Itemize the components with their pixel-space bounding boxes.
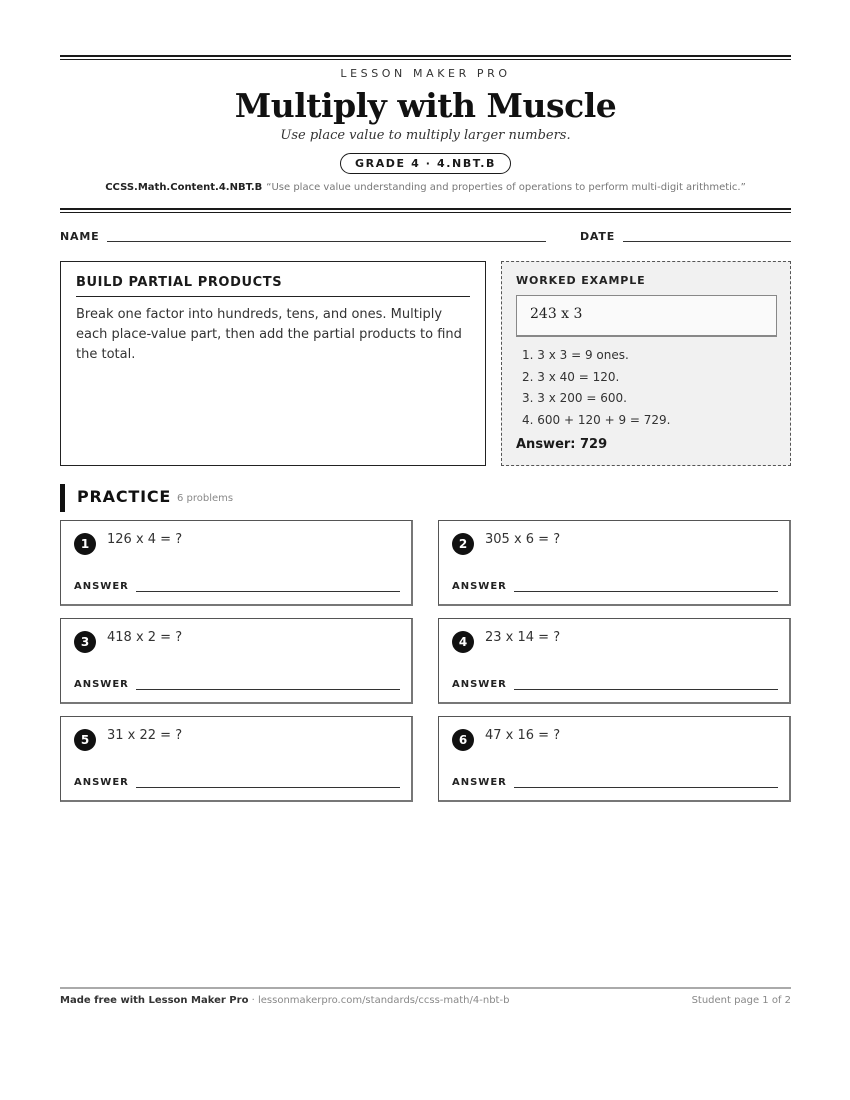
name-field[interactable] xyxy=(107,241,546,242)
problem-question: 23 x 14 = ? xyxy=(485,630,561,645)
answer-label: ANSWER xyxy=(74,777,129,788)
worked-example-expression: 243 x 3 xyxy=(516,295,777,337)
problem-number-badge: 1 xyxy=(74,533,96,555)
date-label: DATE xyxy=(580,230,616,243)
brand-name: LESSON MAKER PRO xyxy=(340,67,511,80)
worked-example-answer: Answer: 729 xyxy=(516,437,608,452)
problem-number-badge: 5 xyxy=(74,729,96,751)
problem-card xyxy=(60,520,413,606)
problem-question: 305 x 6 = ? xyxy=(485,532,561,547)
problem-card xyxy=(438,716,791,802)
problem-number-badge: 3 xyxy=(74,631,96,653)
footer-rule xyxy=(60,987,791,989)
practice-title: PRACTICE xyxy=(77,487,172,506)
problem-number-badge: 4 xyxy=(452,631,474,653)
header-top-rule xyxy=(60,55,791,60)
answer-field[interactable] xyxy=(136,591,400,592)
problem-question: 126 x 4 = ? xyxy=(107,532,183,547)
page-title: Multiply with Muscle xyxy=(234,86,617,125)
worked-example-step: 2. 3 x 40 = 120. xyxy=(522,369,620,384)
concept-box xyxy=(60,261,486,466)
worksheet-page xyxy=(60,0,791,1100)
worked-example-box xyxy=(501,261,791,466)
problem-card xyxy=(60,716,413,802)
worked-example-steps xyxy=(516,345,776,431)
footer-made-with: Made free with Lesson Maker Pro xyxy=(60,995,249,1006)
problem-number-badge: 2 xyxy=(452,533,474,555)
answer-label: ANSWER xyxy=(452,581,507,592)
answer-field[interactable] xyxy=(514,787,778,788)
problem-question: 47 x 16 = ? xyxy=(485,728,561,743)
problem-number-badge: 6 xyxy=(452,729,474,751)
answer-label: ANSWER xyxy=(74,679,129,690)
answer-label: ANSWER xyxy=(452,777,507,788)
answer-field[interactable] xyxy=(136,787,400,788)
grade-badge: GRADE 4 · 4.NBT.B xyxy=(340,153,511,174)
answer-field[interactable] xyxy=(514,689,778,690)
problem-card xyxy=(438,618,791,704)
answer-label: ANSWER xyxy=(452,679,507,690)
concept-heading: BUILD PARTIAL PRODUCTS xyxy=(76,275,470,297)
standard-text: “Use place value understanding and properties of operations to perform multi-digit arithmetic.” xyxy=(266,182,746,193)
grade-badge-wrap xyxy=(60,152,791,174)
worked-example-step: 4. 600 + 120 + 9 = 729. xyxy=(522,412,671,427)
practice-count: 6 problems xyxy=(177,493,234,504)
concept-body: Break one factor into hundreds, tens, and ones. Multiply each place-value part, then add the partial products to find the total. xyxy=(76,307,462,362)
footer-credit xyxy=(60,995,509,1006)
problem-question: 31 x 22 = ? xyxy=(107,728,183,743)
problem-card xyxy=(438,520,791,606)
footer-page-number: Student page 1 of 2 xyxy=(691,995,791,1006)
page-subtitle: Use place value to multiply larger numbers. xyxy=(280,128,571,143)
footer-url[interactable]: · lessonmakerpro.com/standards/ccss-math/4-nbt-b xyxy=(248,995,510,1006)
date-field[interactable] xyxy=(623,241,791,242)
worked-example-step: 1. 3 x 3 = 9 ones. xyxy=(522,348,629,362)
answer-label: ANSWER xyxy=(74,581,129,592)
standard-code: CCSS.Math.Content.4.NBT.B xyxy=(105,182,263,193)
problem-card xyxy=(60,618,413,704)
answer-field[interactable] xyxy=(514,591,778,592)
answer-field[interactable] xyxy=(136,689,400,690)
header-bottom-rule xyxy=(60,208,791,213)
standard-line xyxy=(60,182,791,193)
problem-question: 418 x 2 = ? xyxy=(107,630,183,645)
worked-example-heading: WORKED EXAMPLE xyxy=(516,274,646,287)
worked-example-step: 3. 3 x 200 = 600. xyxy=(522,391,627,405)
practice-accent-bar xyxy=(60,484,65,512)
name-label: NAME xyxy=(60,230,100,243)
